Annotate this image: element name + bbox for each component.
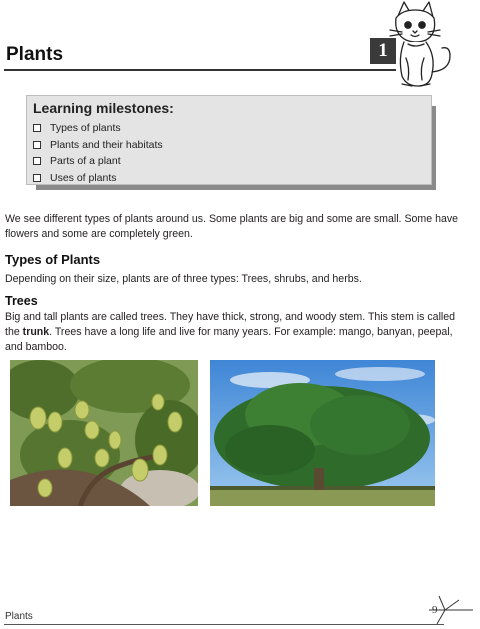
milestone-label: Types of plants: [50, 122, 121, 135]
footer-rule: [4, 624, 444, 625]
intro-paragraph: We see different types of plants around us. Some plants are big and some are small. Some have flowers and some are completely green.: [5, 213, 459, 240]
learning-milestones-box: [26, 95, 432, 185]
types-paragraph: Depending on their size, plants are of three types: Trees, shrubs, and herbs.: [5, 273, 362, 285]
milestone-item: [33, 120, 163, 137]
trees-text-end: . Trees have a long life and live for many years. For example: mango, banyan, peepal, and bamboo.: [5, 326, 453, 353]
milestone-item: [33, 137, 163, 154]
milestone-label: Uses of plants: [50, 171, 117, 184]
banyan-tree-photo: [210, 360, 435, 506]
cat-mascot-illustration: [384, 0, 460, 92]
trunk-bold-term: trunk: [22, 326, 50, 338]
footer-label: Plants: [5, 611, 33, 622]
milestone-label: Parts of a plant: [50, 155, 121, 168]
trees-text-start: Big and tall plants are called trees. They have thick, strong, and woody stem. This stem is called the: [5, 311, 456, 338]
checkbox-icon: [33, 157, 41, 165]
types-heading: Types of Plants: [5, 252, 101, 267]
milestones-title: Learning milestones:: [33, 100, 174, 116]
milestone-item: [33, 153, 163, 170]
title-rule: [4, 69, 396, 71]
milestone-item: [33, 170, 163, 187]
trees-heading: Trees: [5, 294, 38, 308]
mango-tree-photo: [10, 360, 198, 506]
chapter-number-badge: 1: [370, 38, 396, 64]
milestones-list: [33, 120, 163, 186]
chapter-title: Plants: [6, 44, 64, 65]
trees-paragraph: [5, 310, 471, 355]
page-number: 9: [432, 604, 438, 616]
checkbox-icon: [33, 124, 41, 132]
checkbox-icon: [33, 174, 41, 182]
milestone-label: Plants and their habitats: [50, 138, 163, 151]
checkbox-icon: [33, 141, 41, 149]
